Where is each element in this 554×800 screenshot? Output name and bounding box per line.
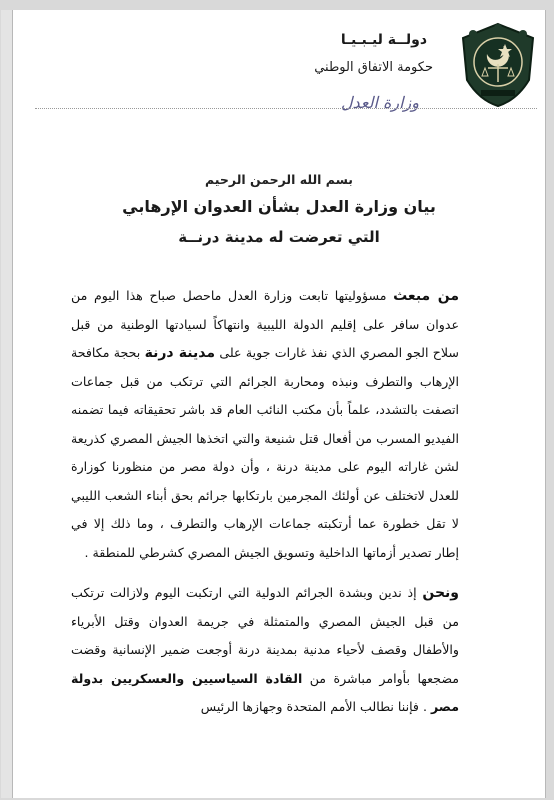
letterhead — [13, 10, 545, 130]
paragraph-2-lead: ونحن — [422, 585, 459, 601]
leaders-emphasis: القادة السياسيين والعسكريين بدولة مصر — [71, 670, 459, 714]
paragraph-1-lead: من مبعث — [393, 288, 460, 304]
statement-title: بيان وزارة العدل بشأن العدوان الإرهابي — [122, 197, 436, 216]
statement-subtitle: التي تعرضت له مدينة درنــة — [178, 228, 380, 246]
ministry-name: وزارة العدل — [340, 93, 419, 112]
basmala: بسم الله الرحمن الرحيم — [205, 172, 353, 187]
city-name: مدينة درنة — [144, 345, 216, 361]
paragraph-2-text-a: إذ ندين وبشدة الجرائم الدولية التي ارتكبت اليوم ولازالت ترتكب من قبل الجيش المصري والمتمثلة في جريمة العدوان وقتل الأبرياء والأطفال وقصف لأحياء مدنية بمدينة درنة أوجعت ضمير الإنسانية وقضت مضجعها بأوامر مباشرة من — [71, 585, 459, 686]
header-divider — [35, 108, 537, 109]
paragraph-1-text-b: بحجة مكافحة الإرهاب والتطرف ونبذه ومحاربة الجرائم التي ترتكب من قبل جماعات اتصفت بالتشدد، علماً بأن مكتب النائب العام قد باشر تحقيقاته فيما تضمنه الفيديو المسرب من أفعال قتل شنيعة والتي اتخذها الجيش المصري كذريعة لشن غاراته اليوم على مدينة درنة ، وأن دولة مصر من منظورنا كوزارة للعدل لاتختلف عن أولئك المجرمين بارتكابها جرائم بحق أبناء الشعب الليبي لا تقل خطورة عما أرتكبته جماعات الإرهاب والتطرف ، وما ذلك إلا في إطار تصدير أزماتها الداخلية وتسويق الجيش المصري كشرطي للمنطقة . — [71, 345, 459, 560]
ministry-seal-icon — [459, 20, 537, 108]
statement-body — [71, 282, 459, 722]
document-page — [12, 10, 546, 798]
state-name: دولــة ليـبـيـا — [340, 32, 427, 48]
paragraph-2 — [71, 579, 459, 722]
statement-titles — [13, 172, 545, 246]
government-name: حكومة الاتفاق الوطني — [314, 60, 433, 75]
paragraph-1-text-a: مسؤوليتها تابعت وزارة العدل ماحصل صباح هذا اليوم من عدوان سافر على إقليم الدولة الليبية وانتهاكاً لسيادتها الوطنية من قبل سلاح الجو المصري الذي نفذ غارات جوية على — [71, 288, 459, 360]
paragraph-2-text-b: . فإننا نطالب الأمم المتحدة وجهازها الرئيس — [200, 699, 431, 714]
paragraph-1 — [71, 282, 459, 567]
